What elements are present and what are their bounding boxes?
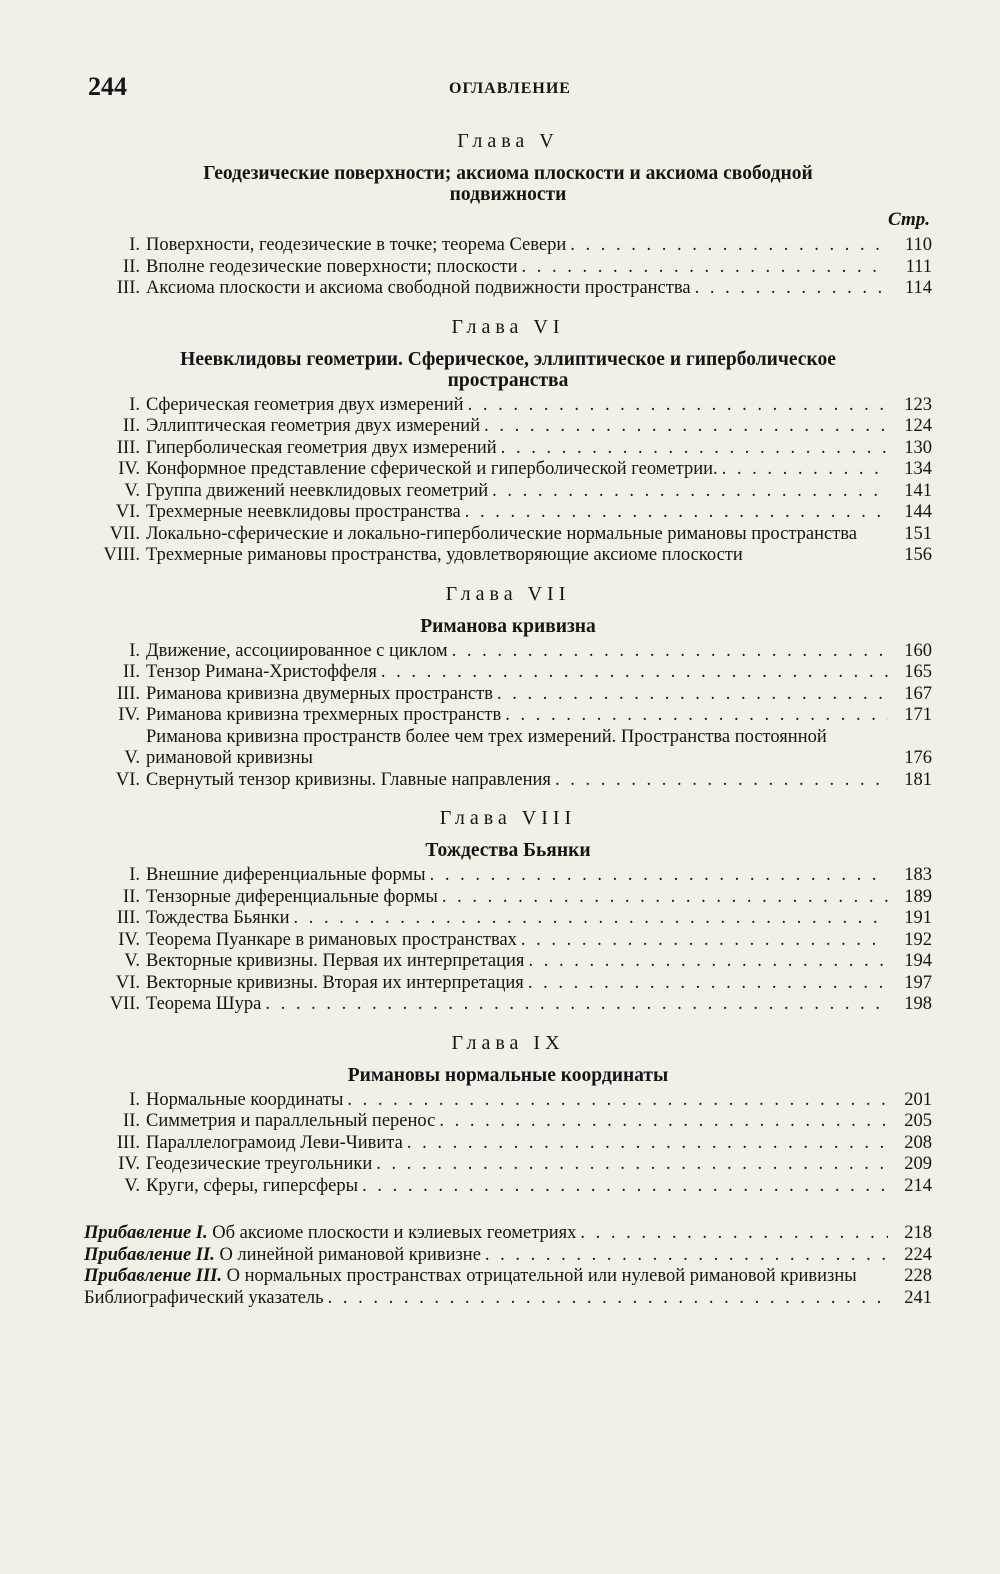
appendix-text-wrap: [84, 1223, 888, 1245]
entry-page: 156: [904, 545, 932, 565]
chapter-label: Глава VIII: [439, 807, 577, 829]
toc-entry[interactable]: [84, 684, 932, 706]
entry-text-wrap: [146, 727, 888, 770]
dot-leader: [570, 235, 888, 257]
entry-page: 151: [904, 523, 932, 544]
entry-page: 111: [905, 256, 932, 277]
entry-number: II.: [123, 886, 140, 907]
entry-number: IV.: [118, 929, 140, 950]
entry-title: Движение, ассоциированное с циклом: [146, 640, 448, 661]
entry-text-wrap: [146, 545, 888, 567]
entry-title: Тождества Бьянки: [146, 908, 290, 928]
dot-leader: [265, 994, 888, 1016]
appendix-page: 228: [904, 1266, 932, 1286]
chapter-section: [84, 1032, 932, 1198]
chapter-section: [84, 130, 932, 300]
entry-text-wrap: [146, 416, 888, 438]
dot-leader: [501, 438, 888, 460]
dot-leader: [347, 1090, 888, 1112]
entry-page: 114: [904, 278, 932, 298]
chapter-title: Римановы нормальные координаты: [347, 1064, 669, 1086]
entry-number: II.: [123, 416, 140, 436]
entry-text-wrap: [146, 502, 888, 524]
toc-entry[interactable]: [84, 1154, 932, 1176]
entry-number: V.: [124, 951, 140, 971]
entry-title: Круги, сферы, гиперсферы: [146, 1175, 359, 1196]
entry-number: I.: [129, 640, 140, 661]
entry-text-wrap: [146, 1176, 888, 1198]
appendix-text-wrap: [84, 1288, 888, 1310]
entry-number: VII.: [109, 994, 140, 1014]
appendix-entry[interactable]: [84, 1245, 932, 1267]
appendix-text-wrap: [84, 1266, 888, 1288]
table-of-contents: [84, 130, 932, 1309]
appendix-title: [84, 1288, 324, 1310]
toc-entry[interactable]: [84, 438, 932, 460]
entry-title: Аксиома плоскости и аксиома свободной подвижности пространства: [146, 278, 691, 298]
entry-number: III.: [116, 683, 140, 704]
entry-number: VI.: [115, 972, 140, 993]
entry-list: [84, 865, 932, 1016]
entry-number: III.: [116, 278, 140, 298]
entry-page: 201: [904, 1089, 932, 1110]
dot-leader: [439, 1111, 888, 1133]
entry-text-wrap: [146, 930, 888, 952]
entry-page: 183: [904, 865, 932, 885]
chapter-label: Глава IX: [451, 1031, 565, 1054]
appendix-text: Библиографический указатель: [84, 1287, 324, 1308]
dot-leader: [521, 930, 888, 952]
page-number: 244: [88, 72, 127, 101]
entry-number: V.: [124, 748, 140, 768]
chapter-label: Глава VI: [451, 315, 565, 338]
entry-number: VI.: [115, 769, 140, 790]
chapter-title: Риманова кривизна: [420, 615, 596, 637]
entry-number: I.: [129, 865, 140, 885]
entry-page: 144: [904, 502, 932, 522]
dot-leader: [294, 908, 888, 930]
toc-entry[interactable]: [84, 1176, 932, 1198]
dot-leader: [442, 887, 888, 909]
chapter-label: Глава V: [457, 130, 559, 152]
toc-entry[interactable]: [84, 951, 932, 973]
entry-title: Теорема Пуанкаре в римановых пространствах: [146, 929, 517, 950]
toc-entry[interactable]: [84, 1133, 932, 1155]
entry-number: I.: [129, 235, 140, 255]
dot-leader: [485, 1245, 888, 1267]
toc-entry[interactable]: [84, 278, 932, 300]
chapter-section: [84, 583, 932, 792]
toc-entry[interactable]: [84, 865, 932, 887]
entry-number: II.: [123, 256, 140, 277]
dot-leader: [376, 1154, 888, 1176]
entry-text-wrap: [146, 1133, 888, 1155]
appendix-entry[interactable]: [84, 1223, 932, 1245]
dot-leader: [528, 951, 888, 973]
appendix-title: [84, 1266, 888, 1288]
toc-entry[interactable]: [84, 887, 932, 909]
dot-leader: [695, 278, 888, 300]
entry-number: III.: [116, 1132, 140, 1153]
entry-page: 189: [904, 886, 932, 907]
entry-title: Свернутый тензор кривизны. Главные направления: [146, 769, 551, 790]
entry-text-wrap: [146, 705, 888, 727]
entry-list: [84, 395, 932, 567]
dot-leader: [505, 705, 888, 727]
page-column-label: Стр.: [888, 209, 930, 230]
entry-page: 181: [904, 769, 932, 790]
entry-title: Риманова кривизна двумерных пространств: [146, 683, 493, 704]
dot-leader: [452, 641, 888, 663]
entry-number: II.: [123, 662, 140, 682]
entry-page: 198: [904, 994, 932, 1014]
entry-title: Внешние диференциальные формы: [146, 865, 426, 885]
entry-list: [84, 1090, 932, 1198]
entry-text-wrap: [146, 641, 888, 663]
entry-text-wrap: [146, 770, 888, 792]
entry-number: III.: [116, 437, 140, 458]
entry-number: V.: [124, 480, 140, 501]
dot-leader: [362, 1176, 888, 1198]
toc-entry[interactable]: [84, 481, 932, 503]
dot-leader: [381, 662, 888, 684]
dot-leader: [430, 865, 888, 887]
dot-leader: [492, 481, 888, 503]
entry-page: 110: [904, 235, 932, 255]
toc-entry[interactable]: [84, 545, 932, 567]
chapter-title: Неевклидовы геометрии. Сферическое, эллиптическое и гиперболическое пространства: [180, 348, 836, 391]
appendix-text-wrap: [84, 1245, 888, 1267]
dot-leader: [407, 1133, 888, 1155]
entry-list: [84, 235, 932, 300]
entry-number: I.: [129, 1089, 140, 1110]
appendix-title: [84, 1223, 576, 1245]
toc-entry[interactable]: [84, 973, 932, 995]
entry-page: 176: [904, 748, 932, 768]
entry-number: VII.: [109, 523, 140, 544]
entry-text-wrap: [146, 257, 888, 279]
entry-page: 192: [904, 929, 932, 950]
entry-page: 130: [904, 437, 932, 458]
toc-entry[interactable]: [84, 727, 932, 770]
appendix-page: 224: [904, 1244, 932, 1265]
dot-leader: [580, 1223, 888, 1245]
toc-entry[interactable]: [84, 641, 932, 663]
page-header: [88, 72, 932, 108]
entry-number: I.: [129, 394, 140, 415]
entry-page: 209: [904, 1154, 932, 1174]
chapter-title: Тождества Бьянки: [425, 840, 591, 861]
dot-leader: [328, 1288, 888, 1310]
entry-page: 208: [904, 1132, 932, 1153]
toc-entry[interactable]: [84, 235, 932, 257]
entry-number: VI.: [115, 502, 140, 522]
entry-text-wrap: [146, 1111, 888, 1133]
entry-number: IV.: [118, 705, 140, 725]
dot-leader: [465, 502, 888, 524]
entry-page: 141: [904, 480, 932, 501]
entry-title: Векторные кривизны. Первая их интерпретация: [146, 951, 525, 971]
dot-leader: [468, 395, 888, 417]
entry-page: 194: [904, 951, 932, 971]
entry-title: Тензорные диференциальные формы: [146, 886, 438, 907]
entry-title: Тензор Римана-Христоффеля: [146, 662, 377, 682]
entry-text-wrap: [146, 481, 888, 503]
entry-text-wrap: [146, 865, 888, 887]
entry-number: II.: [123, 1111, 140, 1131]
entry-page: 165: [904, 662, 932, 682]
toc-entry[interactable]: [84, 930, 932, 952]
entry-text-wrap: [146, 908, 888, 930]
entry-text-wrap: [146, 684, 888, 706]
toc-entry[interactable]: [84, 705, 932, 727]
toc-entry[interactable]: [84, 908, 932, 930]
entry-title: Поверхности, геодезические в точке; теорема Севери: [146, 235, 567, 255]
entry-number: IV.: [118, 1154, 140, 1174]
entry-text-wrap: [146, 973, 888, 995]
entry-list: [84, 641, 932, 792]
entry-number: IV.: [118, 459, 140, 479]
entry-page: 124: [904, 416, 932, 436]
toc-entry[interactable]: [84, 416, 932, 438]
appendix-keyword: Прибавление II.: [84, 1244, 215, 1265]
appendix-keyword: Прибавление I.: [84, 1223, 208, 1243]
entry-title: Риманова кривизна пространств более чем трех измерений. Пространства постоянной римановой кривизны: [146, 726, 827, 768]
toc-entry[interactable]: [84, 524, 932, 546]
entry-title: Трехмерные неевклидовы пространства: [146, 502, 461, 522]
entry-page: 123: [904, 394, 932, 415]
entry-text-wrap: [146, 662, 888, 684]
entry-page: 214: [904, 1175, 932, 1196]
entry-title: Эллиптическая геометрия двух измерений: [146, 416, 481, 436]
toc-entry[interactable]: [84, 502, 932, 524]
toc-entry[interactable]: [84, 1111, 932, 1133]
toc-entry[interactable]: [84, 662, 932, 684]
entry-title: Векторные кривизны. Вторая их интерпретация: [146, 972, 524, 993]
entry-title: Риманова кривизна трехмерных пространств: [146, 705, 502, 725]
entry-number: V.: [124, 1175, 140, 1196]
chapter-title: Геодезические поверхности; аксиома плоскости и аксиома свободной подвижности: [203, 163, 813, 205]
entry-number: III.: [116, 908, 140, 928]
appendix-entry[interactable]: [84, 1288, 932, 1310]
entry-title: Теорема Шура: [146, 994, 262, 1014]
entry-title: Вполне геодезические поверхности; плоскости: [146, 256, 518, 277]
entry-text-wrap: [146, 887, 888, 909]
entry-page: 197: [904, 972, 932, 993]
appendix-title: [84, 1245, 481, 1267]
dot-leader: [484, 416, 888, 438]
toc-entry[interactable]: [84, 1090, 932, 1112]
entry-title: Группа движений неевклидовых геометрий: [146, 480, 489, 501]
toc-entry[interactable]: [84, 257, 932, 279]
appendix-text: Об аксиоме плоскости и кэлиевых геометриях: [212, 1223, 577, 1243]
appendix-page: 218: [904, 1223, 932, 1243]
entry-text-wrap: [146, 994, 888, 1016]
toc-entry[interactable]: [84, 770, 932, 792]
entry-text-wrap: [146, 395, 888, 417]
toc-entry[interactable]: [84, 994, 932, 1016]
entry-page: 167: [904, 683, 932, 704]
entry-title: Конформное представление сферической и гиперболической геометрии.: [146, 459, 718, 479]
entry-page: 205: [904, 1111, 932, 1131]
entry-title: Геодезические треугольники: [146, 1154, 373, 1174]
chapter-section: [84, 807, 932, 1016]
entry-page: 160: [904, 640, 932, 661]
appendix-page: 241: [904, 1287, 932, 1308]
appendix-text: О линейной римановой кривизне: [219, 1244, 481, 1265]
entry-page: 134: [904, 459, 932, 479]
dot-leader: [528, 973, 888, 995]
toc-entry[interactable]: [84, 395, 932, 417]
entry-text-wrap: [146, 235, 888, 257]
entry-page: 191: [904, 908, 932, 928]
entry-title: Локально-сферические и локально-гиперболические нормальные римановы пространства: [146, 523, 858, 544]
entry-text-wrap: [146, 459, 888, 481]
appendix-keyword: Прибавление III.: [84, 1266, 223, 1286]
entry-number: VIII.: [103, 545, 140, 565]
entry-text-wrap: [146, 1154, 888, 1176]
entry-text-wrap: [146, 951, 888, 973]
entry-title: Параллелограмоид Леви-Чивита: [146, 1132, 403, 1153]
toc-entry[interactable]: [84, 459, 932, 481]
entry-text-wrap: [146, 524, 888, 546]
entry-text-wrap: [146, 438, 888, 460]
dot-leader: [722, 459, 888, 481]
appendix-entry[interactable]: [84, 1266, 932, 1288]
entry-title: Трехмерные римановы пространства, удовлетворяющие аксиоме плоскости: [146, 545, 743, 565]
entry-page: 171: [904, 705, 932, 725]
dot-leader: [497, 684, 888, 706]
entry-text-wrap: [146, 1090, 888, 1112]
chapter-label: Глава VII: [445, 582, 571, 605]
running-title: ОГЛАВЛЕНИЕ: [449, 80, 571, 97]
dot-leader: [522, 257, 888, 279]
appendix-text: О нормальных пространствах отрицательной или нулевой римановой кривизны: [226, 1266, 857, 1286]
entry-title: Симметрия и параллельный перенос: [146, 1111, 436, 1131]
entry-title: Гиперболическая геометрия двух измерений: [146, 437, 497, 458]
appendix-section: [84, 1223, 932, 1309]
entry-text-wrap: [146, 278, 888, 300]
entry-title: Сферическая геометрия двух измерений: [146, 394, 464, 415]
entry-title: Нормальные координаты: [146, 1089, 344, 1110]
dot-leader: [555, 770, 888, 792]
chapter-section: [84, 316, 932, 567]
